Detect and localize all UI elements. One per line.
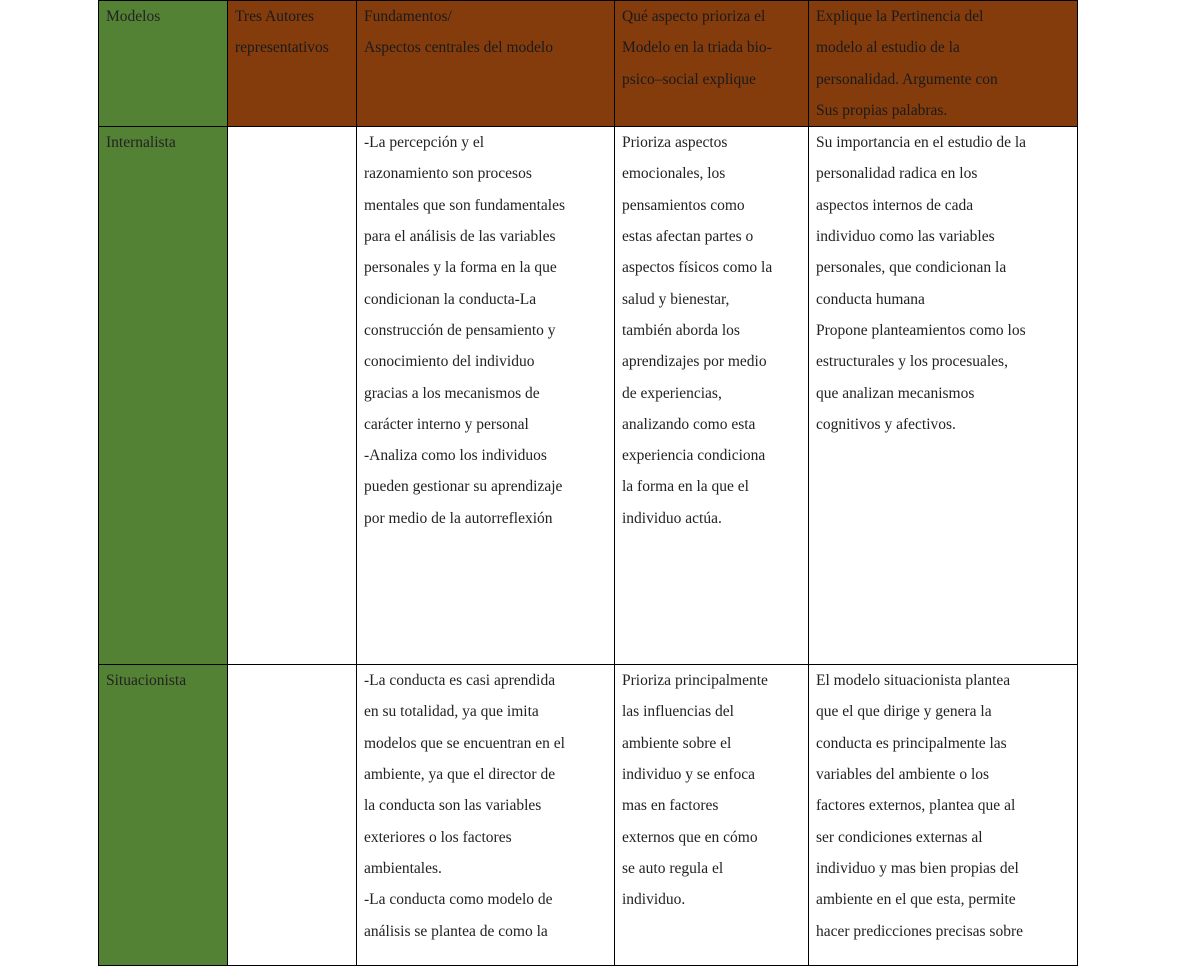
table-row: [99, 127, 1078, 665]
cell-modelo: Internalista: [99, 127, 228, 665]
header-fundamentos: Fundamentos/ Aspectos centrales del modelo: [357, 1, 615, 127]
cell-aspecto: Prioriza aspectos emocionales, los pensamientos como estas afectan partes o aspectos físicos como la salud y bienestar, también aborda los aprendizajes por medio de experiencias, analizando como esta experiencia condiciona la forma en la que el individuo actúa.: [615, 127, 809, 665]
header-modelos: Modelos: [99, 1, 228, 127]
header-aspecto: Qué aspecto prioriza el Modelo en la triada bio- psico–social explique: [615, 1, 809, 127]
cell-pertinencia: Su importancia en el estudio de la personalidad radica en los aspectos internos de cada individuo como las variables personales, que condicionan la conducta humana Propone planteamientos como los estructurales y los procesuales, que analizan mecanismos cognitivos y afectivos.: [809, 127, 1078, 665]
cell-pertinencia: El modelo situacionista plantea que el que dirige y genera la conducta es principalmente las variables del ambiente o los factores externos, plantea que al ser condiciones externas al individuo y mas bien propias del ambiente en el que esta, permite hacer predicciones precisas sobre: [809, 665, 1078, 966]
header-autores: Tres Autores representativos: [228, 1, 357, 127]
cell-fundamentos: -La conducta es casi aprendida en su totalidad, ya que imita modelos que se encuentran en el ambiente, ya que el director de la conducta son las variables exteriores o los factores ambientales. -La conducta como modelo de análisis se plantea de como la: [357, 665, 615, 966]
cell-aspecto: Prioriza principalmente las influencias del ambiente sobre el individuo y se enfoca mas en factores externos que en cómo se auto regula el individuo.: [615, 665, 809, 966]
cell-autores: [228, 127, 357, 665]
cell-autores: [228, 665, 357, 966]
header-row: [99, 1, 1078, 127]
header-pertinencia: Explique la Pertinencia del modelo al estudio de la personalidad. Argumente con Sus propias palabras.: [809, 1, 1078, 127]
models-table: [98, 0, 1078, 966]
table-row: [99, 665, 1078, 966]
cell-modelo: Situacionista: [99, 665, 228, 966]
document-page: [98, 0, 1077, 940]
cell-fundamentos: -La percepción y el razonamiento son procesos mentales que son fundamentales para el análisis de las variables personales y la forma en la que condicionan la conducta-La construcción de pensamiento y conocimiento del individuo gracias a los mecanismos de carácter interno y personal -Analiza como los individuos pueden gestionar su aprendizaje por medio de la autorreflexión: [357, 127, 615, 665]
